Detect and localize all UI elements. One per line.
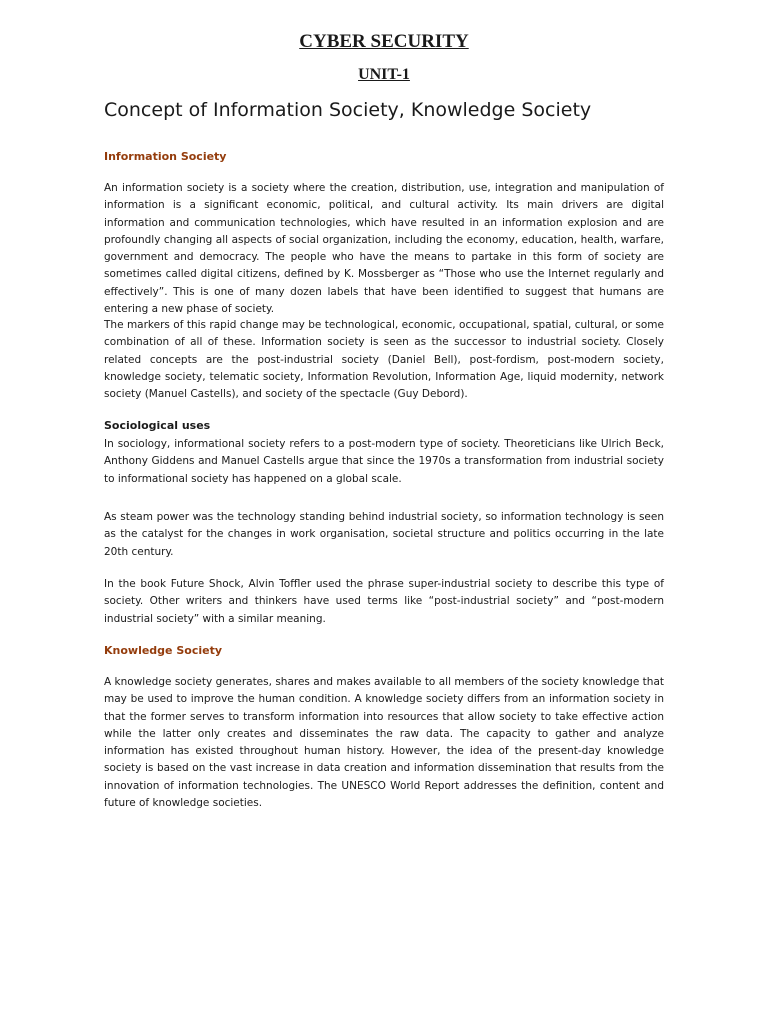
unit-label: UNIT-1: [358, 66, 410, 83]
page-heading: Concept of Information Society, Knowledge Society: [104, 99, 592, 121]
section-title-knowledge-society: Knowledge Society: [104, 644, 223, 657]
paragraph-knowledge-society-1: A knowledge society generates, shares and makes available to all members of the society knowledge that may be used to improve the human condition. A knowledge society differs from an information society in that the former serves to transform information into resources that allow society to take effective action while the latter only creates and disseminates the raw data. The capacity to gather and analyze information has existed throughout human history. However, the idea of the present-day knowledge society is based on the vast increase in data creation and information dissemination that results from the innovation of information technologies. The UNESCO World Report addresses the definition, content and future of knowledge societies.: [104, 676, 664, 810]
paragraph-sociological-uses-1: In sociology, informational society refers to a post-modern type of society. Theoreticians like Ulrich Beck, Anthony Giddens and Manuel Castells argue that since the 1970s a transformation from industrial society to informational society has happened on a global scale.: [104, 438, 664, 485]
section-title-sociological-uses: Sociological uses: [104, 419, 211, 432]
paragraph-sociological-uses-3: In the book Future Shock, Alvin Toffler used the phrase super-industrial society to describe this type of society. Other writers and thinkers have used terms like “post-industrial society” and “post-modern industrial society” with a similar meaning.: [104, 578, 664, 625]
paragraph-information-society-1: An information society is a society where the creation, distribution, use, integration and manipulation of information is a significant economic, political, and cultural activity. Its main drivers are digital information and communication technologies, which have resulted in an information explosion and are profoundly changing all aspects of social organization, including the economy, education, health, warfare, government and democracy. The people who have the means to partake in this form of society are sometimes called digital citizens, defined by K. Mossberger as “Those who use the Internet regularly and effectively”. This is one of many dozen labels that have been identified to suggest that humans are entering a new phase of society.: [104, 182, 664, 316]
document-title: CYBER SECURITY: [299, 31, 469, 52]
paragraph-information-society-2: The markers of this rapid change may be technological, economic, occupational, spatial, cultural, or some combination of all of these. Information society is seen as the successor to industrial society. Closely related concepts are the post-industrial society (Daniel Bell), post-fordism, post-modern society, knowledge society, telematic society, Information Revolution, Information Age, liquid modernity, network society (Manuel Castells), and society of the spectacle (Guy Debord).: [104, 319, 664, 401]
section-title-information-society: Information Society: [104, 150, 227, 163]
paragraph-sociological-uses-2: As steam power was the technology standing behind industrial society, so information technology is seen as the catalyst for the changes in work organisation, societal structure and politics occurring in the late 20th century.: [104, 511, 664, 558]
